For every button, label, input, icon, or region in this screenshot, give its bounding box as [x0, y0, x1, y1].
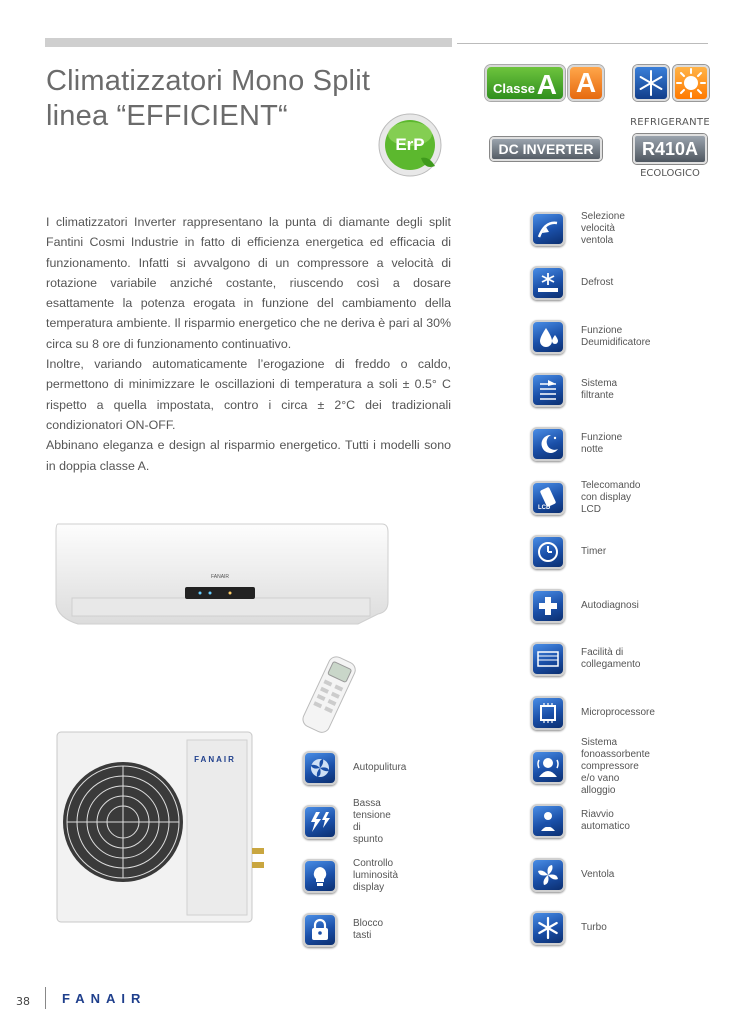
description-text	[46, 212, 451, 476]
feature-label: Ventola	[581, 868, 615, 880]
paragraph-1: I climatizzatori Inverter rappresentano la punta di diamante degli split Fantini Cosmi Industrie in fatto di efficienza energetica ed efficacia di funzionamento. Infatti si avvalgono di un compressore a velocità di rotazione variabile anziché costante, riuscendo così a dosare esattamente la potenza erogata in funzione del cambiamento della temperatura ambiente. Il risparmio energetico che ne deriva è pari al 30% circa su 8 ore di funzionamento continuativo.	[46, 215, 451, 351]
heating-class-badge: A	[568, 65, 604, 101]
erp-label: ErP	[395, 135, 425, 154]
top-line	[457, 43, 708, 44]
energy-class-badge	[485, 65, 565, 101]
auto-restart-icon	[531, 804, 565, 838]
low-voltage-icon	[303, 805, 337, 839]
feature-label: Bassa tensione di spunto	[353, 798, 391, 845]
feature-label: Autopulitura	[353, 762, 407, 773]
fan-icon	[531, 858, 565, 892]
page-number: 38	[16, 995, 30, 1008]
diagnosis-icon	[531, 589, 565, 623]
title-line-2: linea “EFFICIENT“	[46, 100, 288, 132]
indoor-unit-image	[50, 520, 390, 640]
top-bar	[45, 38, 452, 47]
outdoor-brand: FANAIR	[194, 755, 236, 764]
connection-icon	[531, 642, 565, 676]
refrigerant-label: REFRIGERANTE	[630, 117, 710, 128]
remote-control-image	[295, 655, 365, 735]
paragraph-2: Inoltre, variando automaticamente l’erogazione di freddo o caldo, permettono di minimizzare le oscillazioni di temperatura a soli ± 0.5° C rispetto a quella impostata, contro i circa ± 2°C dei tradizionali condizionatori ON-OFF.	[46, 357, 451, 432]
dc-inverter-badge: DC INVERTER	[490, 137, 602, 161]
feature-label: Funzione notte	[581, 432, 623, 456]
feature-label: Timer	[581, 545, 607, 557]
feature-label: Sistema filtrante	[581, 378, 618, 402]
title-line-1: Climatizzatori Mono Split	[46, 65, 371, 97]
dehumidifier-icon	[531, 320, 565, 354]
feature-label: Autodiagnosi	[581, 599, 639, 611]
microprocessor-icon	[531, 696, 565, 730]
key-lock-icon	[303, 913, 337, 947]
svg-text:LCD: LCD	[538, 505, 551, 510]
feature-label: Blocco tasti	[353, 918, 384, 941]
snowflake-icon	[633, 65, 669, 101]
feature-label: Controllo luminosità display	[353, 858, 399, 893]
feature-label: Riavvio automatico	[581, 808, 630, 832]
self-cleaning-icon	[303, 751, 337, 785]
ecological-label: ECOLOGICO	[640, 168, 700, 179]
turbo-icon	[531, 911, 565, 945]
feature-label: Defrost	[581, 276, 614, 288]
indoor-brand: FANAIR	[210, 574, 230, 580]
feature-label: Turbo	[581, 922, 607, 934]
feature-label: Microprocessore	[581, 707, 655, 719]
display-brightness-icon	[303, 859, 337, 893]
classe-label: Classe	[493, 81, 535, 96]
night-icon	[531, 427, 565, 461]
feature-label: Telecomando con display LCD	[581, 480, 641, 515]
remote-lcd-icon	[531, 481, 565, 515]
feature-label: Funzione Deumidificatore	[581, 324, 651, 348]
fan-speed-icon	[531, 212, 565, 246]
r410a-badge: R410A	[633, 134, 707, 164]
sun-icon	[673, 65, 709, 101]
feature-label: Sistema fonoassorbente compressore e/o vano alloggio	[581, 737, 650, 796]
outdoor-unit-image	[55, 730, 270, 930]
feature-label: Facilità di collegamento	[581, 647, 641, 671]
sound-absorbing-icon	[531, 750, 565, 784]
classe-letter: A	[536, 69, 557, 100]
erp-badge	[377, 112, 443, 178]
footer-brand: FANAIR	[62, 991, 147, 1006]
timer-icon	[531, 535, 565, 569]
paragraph-3: Abbinano eleganza e design al risparmio energetico. Tutti i modelli sono in doppia classe A.	[46, 438, 451, 473]
footer-divider	[45, 987, 46, 1009]
defrost-icon	[531, 266, 565, 300]
feature-label: Selezione velocità ventola	[581, 211, 625, 246]
filter-icon	[531, 373, 565, 407]
